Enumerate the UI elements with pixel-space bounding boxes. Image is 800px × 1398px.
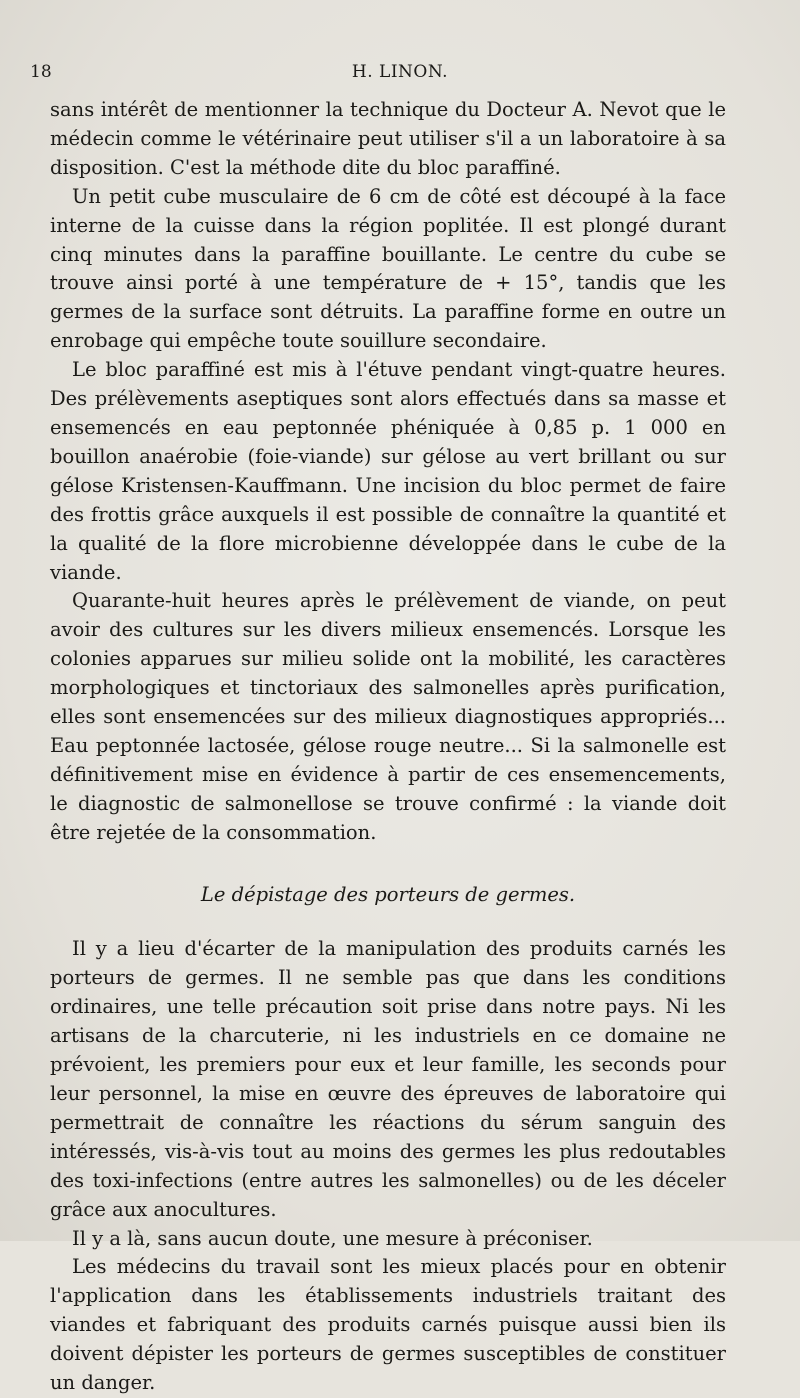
paragraph: Le bloc paraffiné est mis à l'étuve pendant vingt-quatre heures. Des prélèvements aseptiques sont alors effectués dans sa masse et ensemencés en eau peptonnée phéniquée à 0,85 p. 1 000 en bouillon anaérobie (foie-viande) sur gélose au vert brillant ou sur gélose Kristensen-Kauffmann. Une incision du bloc permet de faire des frottis grâce auxquels il est possible de connaître la quantité et la qualité de la flore microbienne développée dans le cube de la viande.	[50, 358, 726, 584]
paragraph: sans intérêt de mentionner la technique du Docteur A. Nevot que le médecin comme le vétérinaire peut utiliser s'il a un laboratoire à sa disposition. C'est la méthode dite du bloc paraffiné.	[50, 98, 726, 179]
paragraph: Quarante-huit heures après le prélèvement de viande, on peut avoir des cultures sur les divers milieux ensemencés. Lorsque les colonies apparues sur milieu solide ont la mobilité, les caractères morphologiques et tinctoriaux des salmonelles après purification, elles sont ensemencées sur des milieux diagnostiques appropriés... Eau peptonnée lactosée, gélose rouge neutre... Si la salmonelle est définitivement mise en évidence à partir de ces ensemencements, le diagnostic de salmonellose se trouve confirmé : la viande doit être rejetée de la consommation.	[50, 589, 726, 844]
paragraph: Il y a lieu d'écarter de la manipulation des produits carnés les porteurs de germes. Il ne semble pas que dans les conditions ordinaires, une telle précaution soit prise dans notre pays. Ni les artisans de la charcuterie, ni les industriels en ce domaine ne prévoient, les premiers pour eux et leur famille, les seconds pour leur personnel, la mise en œuvre des épreuves de laboratoire qui permettrait de connaître les réactions du sérum sanguin des intéressés, vis-à-vis tout au moins des germes les plus redoutables des toxi-infections (entre autres les salmonelles) ou de les déceler grâce aux anocultures.	[50, 937, 726, 1221]
page-header	[30, 62, 770, 88]
running-head: H. LINON.	[351, 62, 449, 82]
paragraph: Il y a là, sans aucun doute, une mesure à préconiser.	[72, 1226, 593, 1250]
paragraph: Un petit cube musculaire de 6 cm de côté est découpé à la face interne de la cuisse dans la région poplitée. Il est plongé durant cinq minutes dans la paraffine bouillante. Le centre du cube se trouve ainsi porté à une température de + 15°, tandis que les germes de la surface sont détruits. La paraffine forme en outre un enrobage qui empêche toute souillure secondaire.	[50, 184, 726, 353]
section-title: Le dépistage des porteurs de germes.	[200, 882, 576, 906]
body-text	[50, 96, 726, 1398]
page-number: 18	[30, 62, 52, 82]
paragraph: Les médecins du travail sont les mieux placés pour en obtenir l'application dans les établissements industriels traitant des viandes et fabriquant des produits carnés puisque aussi bien ils doivent dépister les porteurs de germes susceptibles de constituer un danger.	[50, 1255, 726, 1395]
